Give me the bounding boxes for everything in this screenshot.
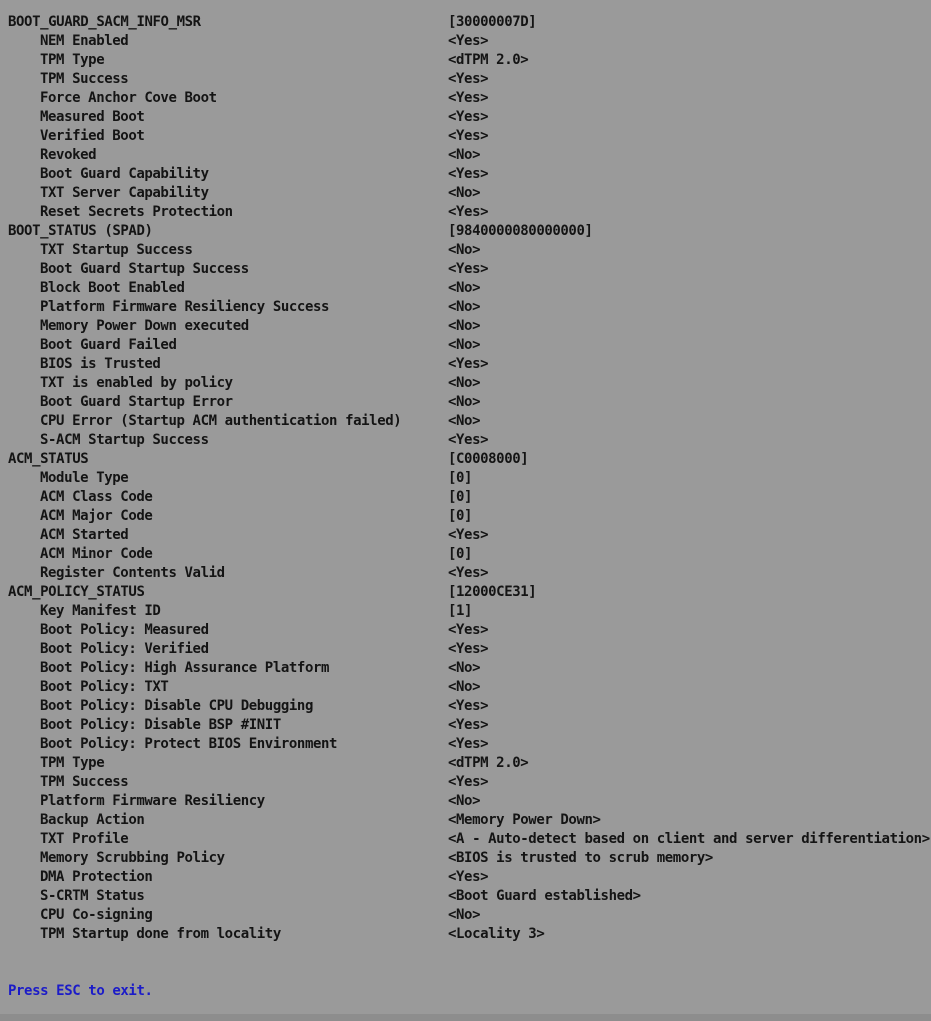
- setting-label: ACM Major Code: [40, 508, 153, 524]
- setting-value: <Yes>: [448, 90, 489, 106]
- setting-value: <Yes>: [448, 736, 489, 752]
- setting-row: [8, 526, 931, 545]
- setting-row: [8, 887, 931, 906]
- setting-value: [0]: [448, 508, 473, 524]
- setting-value: <Yes>: [448, 641, 489, 657]
- setting-row: [8, 32, 931, 51]
- setting-label: TPM Type: [40, 755, 105, 771]
- setting-label: CPU Co-signing: [40, 907, 153, 923]
- setting-value: <Yes>: [448, 33, 489, 49]
- setting-value: <Yes>: [448, 717, 489, 733]
- setting-value: <Yes>: [448, 71, 489, 87]
- setting-row: [8, 70, 931, 89]
- setting-label: Block Boot Enabled: [40, 280, 185, 296]
- setting-row: [8, 279, 931, 298]
- setting-row: [8, 431, 931, 450]
- setting-label: Memory Scrubbing Policy: [40, 850, 225, 866]
- setting-row: [8, 336, 931, 355]
- setting-value: [C0008000]: [448, 451, 529, 467]
- setting-value: [12000CE31]: [448, 584, 537, 600]
- setting-value: [0]: [448, 470, 473, 486]
- setting-row: [8, 393, 931, 412]
- setting-value: <Memory Power Down>: [448, 812, 601, 828]
- setting-label: Boot Guard Failed: [40, 337, 177, 353]
- setting-value: <No>: [448, 660, 481, 676]
- setting-row: [8, 583, 931, 602]
- setting-label: Boot Policy: Disable BSP #INIT: [40, 717, 281, 733]
- setting-value: <Yes>: [448, 432, 489, 448]
- setting-value: <BIOS is trusted to scrub memory>: [448, 850, 713, 866]
- setting-row: [8, 260, 931, 279]
- setting-label: ACM Class Code: [40, 489, 153, 505]
- setting-value: <No>: [448, 242, 481, 258]
- setting-value: <No>: [448, 907, 481, 923]
- setting-value: <Yes>: [448, 204, 489, 220]
- setting-row: [8, 469, 931, 488]
- setting-row: [8, 925, 931, 944]
- setting-label: NEM Enabled: [40, 33, 129, 49]
- setting-value: <No>: [448, 413, 481, 429]
- setting-row: [8, 146, 931, 165]
- setting-label: TPM Type: [40, 52, 105, 68]
- setting-row: [8, 203, 931, 222]
- setting-value: <A - Auto-detect based on client and server differentiation>: [448, 831, 930, 847]
- setting-label: Boot Guard Startup Error: [40, 394, 233, 410]
- setting-value: <Yes>: [448, 869, 489, 885]
- setting-label: BOOT_GUARD_SACM_INFO_MSR: [8, 14, 201, 30]
- setting-value: <No>: [448, 299, 481, 315]
- setting-value: [30000007D]: [448, 14, 537, 30]
- setting-row: [8, 906, 931, 925]
- setting-label: Key Manifest ID: [40, 603, 161, 619]
- setting-label: ACM Started: [40, 527, 129, 543]
- esc-exit-hint: Press ESC to exit.: [8, 983, 153, 999]
- setting-value: <Yes>: [448, 166, 489, 182]
- settings-list: [8, 13, 931, 944]
- setting-label: ACM_STATUS: [8, 451, 89, 467]
- setting-value: <dTPM 2.0>: [448, 755, 529, 771]
- setting-value: <No>: [448, 185, 481, 201]
- setting-label: TXT Server Capability: [40, 185, 209, 201]
- setting-row: [8, 849, 931, 868]
- setting-label: Register Contents Valid: [40, 565, 225, 581]
- setting-row: [8, 165, 931, 184]
- setting-row: [8, 108, 931, 127]
- setting-label: Revoked: [40, 147, 97, 163]
- setting-row: [8, 184, 931, 203]
- setting-row: [8, 222, 931, 241]
- setting-value: <Locality 3>: [448, 926, 545, 942]
- setting-value: <Yes>: [448, 698, 489, 714]
- setting-label: Force Anchor Cove Boot: [40, 90, 217, 106]
- setting-value: <No>: [448, 147, 481, 163]
- setting-value: [0]: [448, 546, 473, 562]
- setting-value: <No>: [448, 318, 481, 334]
- setting-label: Boot Guard Capability: [40, 166, 209, 182]
- setting-label: Boot Policy: Disable CPU Debugging: [40, 698, 313, 714]
- setting-value: [9840000080000000]: [448, 223, 593, 239]
- setting-label: Boot Policy: Measured: [40, 622, 209, 638]
- setting-label: S-ACM Startup Success: [40, 432, 209, 448]
- setting-row: [8, 811, 931, 830]
- setting-value: <No>: [448, 337, 481, 353]
- setting-value: <Yes>: [448, 261, 489, 277]
- setting-label: Boot Policy: High Assurance Platform: [40, 660, 330, 676]
- setting-label: ACM Minor Code: [40, 546, 153, 562]
- setting-value: <No>: [448, 679, 481, 695]
- setting-row: [8, 621, 931, 640]
- setting-label: Measured Boot: [40, 109, 145, 125]
- setting-value: <Yes>: [448, 128, 489, 144]
- setting-row: [8, 317, 931, 336]
- setting-row: [8, 355, 931, 374]
- setting-label: ACM_POLICY_STATUS: [8, 584, 145, 600]
- setting-row: [8, 602, 931, 621]
- setting-label: TPM Success: [40, 774, 129, 790]
- setting-row: [8, 697, 931, 716]
- setting-row: [8, 735, 931, 754]
- setting-row: [8, 545, 931, 564]
- setting-row: [8, 412, 931, 431]
- setting-row: [8, 374, 931, 393]
- setting-row: [8, 488, 931, 507]
- setting-value: [0]: [448, 489, 473, 505]
- setting-value: <Yes>: [448, 356, 489, 372]
- setting-label: Boot Policy: TXT: [40, 679, 169, 695]
- setting-row: [8, 241, 931, 260]
- setting-label: Boot Policy: Verified: [40, 641, 209, 657]
- setting-row: [8, 51, 931, 70]
- setting-label: Module Type: [40, 470, 129, 486]
- setting-row: [8, 868, 931, 887]
- setting-label: TPM Success: [40, 71, 129, 87]
- setting-row: [8, 716, 931, 735]
- setting-value: <No>: [448, 793, 481, 809]
- setting-value: <Yes>: [448, 622, 489, 638]
- setting-label: Platform Firmware Resiliency Success: [40, 299, 330, 315]
- setting-row: [8, 640, 931, 659]
- setting-row: [8, 564, 931, 583]
- setting-row: [8, 507, 931, 526]
- setting-value: <No>: [448, 394, 481, 410]
- setting-label: DMA Protection: [40, 869, 153, 885]
- setting-value: <Boot Guard established>: [448, 888, 641, 904]
- setting-value: <No>: [448, 375, 481, 391]
- setting-row: [8, 89, 931, 108]
- setting-label: TXT is enabled by policy: [40, 375, 233, 391]
- setting-row: [8, 298, 931, 317]
- setting-row: [8, 754, 931, 773]
- setting-row: [8, 792, 931, 811]
- setting-label: Memory Power Down executed: [40, 318, 249, 334]
- setting-label: Reset Secrets Protection: [40, 204, 233, 220]
- setting-label: BOOT_STATUS (SPAD): [8, 223, 153, 239]
- setting-row: [8, 773, 931, 792]
- setting-row: [8, 13, 931, 32]
- setting-label: S-CRTM Status: [40, 888, 145, 904]
- screen-bottom-edge: [0, 1014, 931, 1021]
- setting-row: [8, 830, 931, 849]
- setting-value: <Yes>: [448, 565, 489, 581]
- setting-label: Backup Action: [40, 812, 145, 828]
- setting-label: TXT Profile: [40, 831, 129, 847]
- setting-value: <No>: [448, 280, 481, 296]
- setting-row: [8, 678, 931, 697]
- setting-label: Boot Policy: Protect BIOS Environment: [40, 736, 338, 752]
- setting-value: <Yes>: [448, 527, 489, 543]
- setting-value: <Yes>: [448, 109, 489, 125]
- setting-label: CPU Error (Startup ACM authentication failed): [40, 413, 402, 429]
- setting-value: [1]: [448, 603, 473, 619]
- setting-value: <Yes>: [448, 774, 489, 790]
- setting-row: [8, 659, 931, 678]
- setting-label: Boot Guard Startup Success: [40, 261, 249, 277]
- setting-row: [8, 450, 931, 469]
- setting-label: Platform Firmware Resiliency: [40, 793, 265, 809]
- setting-label: TXT Startup Success: [40, 242, 193, 258]
- setting-label: BIOS is Trusted: [40, 356, 161, 372]
- setting-row: [8, 127, 931, 146]
- setting-label: Verified Boot: [40, 128, 145, 144]
- setting-value: <dTPM 2.0>: [448, 52, 529, 68]
- setting-label: TPM Startup done from locality: [40, 926, 281, 942]
